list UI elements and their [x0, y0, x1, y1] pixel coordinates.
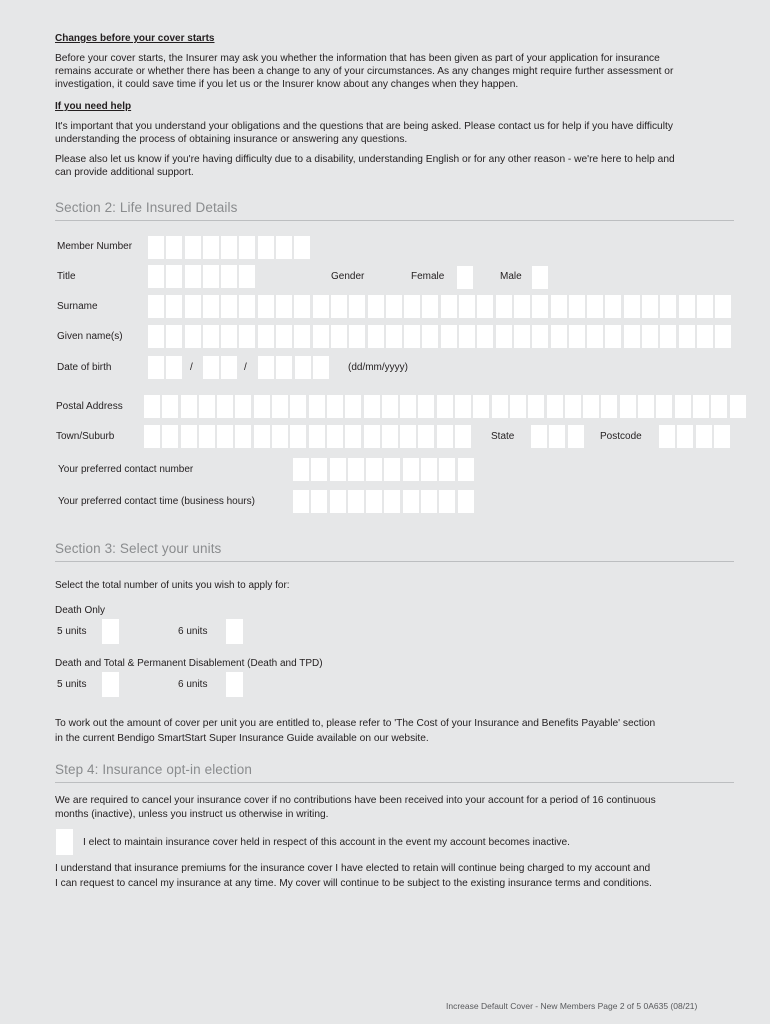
char-box[interactable]	[455, 395, 471, 418]
help-heading: If you need help	[55, 101, 132, 112]
char-box[interactable]	[327, 395, 343, 418]
char-box[interactable]	[386, 295, 402, 318]
char-box[interactable]	[605, 325, 621, 348]
char-box[interactable]	[309, 425, 325, 448]
char-box[interactable]	[421, 490, 437, 513]
dob-format: (dd/mm/yyyy)	[348, 362, 408, 373]
char-box[interactable]	[203, 325, 219, 348]
help-text-1a: It's important that you understand your obligations and the questions that are being asked. Please contact us for help if you have difficulty	[55, 121, 673, 132]
char-box[interactable]	[185, 265, 201, 288]
death-tpd-label: Death and Total & Permanent Disablement (Death and TPD)	[55, 658, 323, 669]
char-box[interactable]	[551, 295, 567, 318]
char-box[interactable]	[364, 425, 380, 448]
char-box[interactable]	[290, 395, 306, 418]
contact-time-label: Your preferred contact time (business hours)	[58, 496, 255, 507]
char-box[interactable]	[459, 295, 475, 318]
contact-time-boxes[interactable]	[293, 490, 476, 513]
female-checkbox[interactable]	[457, 266, 473, 289]
char-box[interactable]	[730, 395, 746, 418]
char-box[interactable]	[148, 295, 164, 318]
char-box[interactable]	[239, 295, 255, 318]
dob-year-boxes[interactable]	[258, 356, 331, 379]
title-boxes[interactable]	[148, 265, 258, 288]
given-names-label: Given name(s)	[57, 331, 123, 342]
char-box[interactable]	[166, 236, 182, 259]
char-box[interactable]	[327, 425, 343, 448]
death-6-units-checkbox[interactable]	[226, 619, 243, 644]
char-box[interactable]	[477, 295, 493, 318]
dob-slash-1: /	[190, 362, 193, 373]
char-box[interactable]	[217, 425, 233, 448]
surname-label: Surname	[57, 301, 98, 312]
char-box[interactable]	[437, 395, 453, 418]
char-box[interactable]	[221, 295, 237, 318]
char-box[interactable]	[547, 395, 563, 418]
char-box[interactable]	[258, 236, 274, 259]
char-box[interactable]	[185, 295, 201, 318]
char-box[interactable]	[330, 458, 346, 481]
state-boxes[interactable]	[531, 425, 586, 448]
char-box[interactable]	[656, 395, 672, 418]
char-box[interactable]	[166, 265, 182, 288]
char-box[interactable]	[311, 490, 327, 513]
char-box[interactable]	[309, 395, 325, 418]
char-box[interactable]	[587, 325, 603, 348]
changes-text-3: investigation, it could save time if you let us or the Insurer know about any changes when they happen.	[55, 79, 519, 90]
char-box[interactable]	[148, 356, 164, 379]
char-box[interactable]	[254, 395, 270, 418]
char-box[interactable]	[368, 295, 384, 318]
gender-label: Gender	[331, 271, 365, 282]
char-box[interactable]	[272, 425, 288, 448]
postal-address-boxes[interactable]	[144, 395, 748, 418]
char-box[interactable]	[531, 425, 547, 448]
changes-heading: Changes before your cover starts	[55, 33, 215, 44]
char-box[interactable]	[313, 356, 329, 379]
char-box[interactable]	[679, 325, 695, 348]
member-number-label: Member Number	[57, 241, 133, 252]
char-box[interactable]	[366, 490, 382, 513]
tpd-5-units-checkbox[interactable]	[102, 672, 119, 697]
female-label: Female	[411, 271, 445, 282]
char-box[interactable]	[368, 325, 384, 348]
char-box[interactable]	[473, 395, 489, 418]
title-label: Title	[57, 271, 76, 282]
help-text-2a: Please also let us know if you're having difficulty due to a disability, understanding English or for any other reason - we're here to help and	[55, 154, 675, 165]
char-box[interactable]	[514, 325, 530, 348]
char-box[interactable]	[697, 295, 713, 318]
town-suburb-label: Town/Suburb	[56, 431, 115, 442]
char-box[interactable]	[418, 425, 434, 448]
step4-text-1: We are required to cancel your insurance cover if no contributions have been received into your account for a period of 16 continuous	[55, 795, 656, 806]
char-box[interactable]	[492, 395, 508, 418]
char-box[interactable]	[642, 295, 658, 318]
changes-text-2: remains accurate or whether there has been a change to any of your circumstances. As any changes might require further assessment or	[55, 66, 674, 77]
char-box[interactable]	[203, 236, 219, 259]
tpd-6-units-label: 6 units	[178, 679, 208, 690]
member-number-boxes[interactable]	[148, 236, 313, 259]
units-note-2: in the current Bendigo SmartStart Super Insurance Guide available on our website.	[55, 733, 429, 744]
char-box[interactable]	[441, 295, 457, 318]
char-box[interactable]	[382, 425, 398, 448]
char-box[interactable]	[568, 425, 584, 448]
char-box[interactable]	[384, 458, 400, 481]
char-box[interactable]	[659, 425, 675, 448]
char-box[interactable]	[528, 395, 544, 418]
given-names-boxes[interactable]	[148, 325, 734, 348]
char-box[interactable]	[272, 395, 288, 418]
char-box[interactable]	[144, 395, 160, 418]
section3-rule	[55, 561, 734, 562]
char-box[interactable]	[294, 295, 310, 318]
dob-label: Date of birth	[57, 362, 112, 373]
char-box[interactable]	[348, 458, 364, 481]
char-box[interactable]	[221, 325, 237, 348]
death-6-units-label: 6 units	[178, 626, 208, 637]
char-box[interactable]	[532, 325, 548, 348]
char-box[interactable]	[185, 236, 201, 259]
units-note-1: To work out the amount of cover per unit you are entitled to, please refer to 'The Cost of your Insurance and Benefits Payable' section	[55, 718, 656, 729]
char-box[interactable]	[583, 395, 599, 418]
death-5-units-checkbox[interactable]	[102, 619, 119, 644]
postal-address-label: Postal Address	[56, 401, 123, 412]
char-box[interactable]	[258, 356, 274, 379]
char-box[interactable]	[496, 325, 512, 348]
char-box[interactable]	[620, 395, 636, 418]
char-box[interactable]	[364, 395, 380, 418]
char-box[interactable]	[181, 395, 197, 418]
char-box[interactable]	[677, 425, 693, 448]
char-box[interactable]	[422, 295, 438, 318]
char-box[interactable]	[294, 236, 310, 259]
char-box[interactable]	[199, 395, 215, 418]
char-box[interactable]	[549, 425, 565, 448]
male-checkbox[interactable]	[532, 266, 548, 289]
char-box[interactable]	[675, 395, 691, 418]
male-label: Male	[500, 271, 522, 282]
dob-slash-2: /	[244, 362, 247, 373]
postcode-label: Postcode	[600, 431, 642, 442]
char-box[interactable]	[203, 265, 219, 288]
char-box[interactable]	[569, 295, 585, 318]
char-box[interactable]	[349, 295, 365, 318]
char-box[interactable]	[439, 458, 455, 481]
char-box[interactable]	[404, 325, 420, 348]
char-box[interactable]	[441, 325, 457, 348]
dob-month-boxes[interactable]	[203, 356, 240, 379]
postcode-boxes[interactable]	[659, 425, 732, 448]
changes-text-1: Before your cover starts, the Insurer may ask you whether the information that has been given as part of your application for insurance	[55, 53, 660, 64]
dob-day-boxes[interactable]	[148, 356, 185, 379]
char-box[interactable]	[166, 325, 182, 348]
char-box[interactable]	[166, 356, 182, 379]
char-box[interactable]	[458, 458, 474, 481]
char-box[interactable]	[403, 458, 419, 481]
char-box[interactable]	[458, 490, 474, 513]
char-box[interactable]	[386, 325, 402, 348]
char-box[interactable]	[185, 325, 201, 348]
char-box[interactable]	[551, 325, 567, 348]
char-box[interactable]	[384, 490, 400, 513]
char-box[interactable]	[313, 295, 329, 318]
char-box[interactable]	[258, 325, 274, 348]
char-box[interactable]	[295, 356, 311, 379]
char-box[interactable]	[293, 490, 309, 513]
char-box[interactable]	[217, 395, 233, 418]
char-box[interactable]	[496, 295, 512, 318]
section2-rule	[55, 220, 734, 221]
char-box[interactable]	[166, 295, 182, 318]
elect-checkbox[interactable]	[56, 829, 73, 855]
char-box[interactable]	[404, 295, 420, 318]
char-box[interactable]	[605, 295, 621, 318]
char-box[interactable]	[400, 395, 416, 418]
char-box[interactable]	[162, 425, 178, 448]
tpd-5-units-label: 5 units	[57, 679, 87, 690]
town-suburb-boxes[interactable]	[144, 425, 473, 448]
understand-text-1: I understand that insurance premiums for the insurance cover I have elected to retain will continue being charged to my account and	[55, 863, 651, 874]
char-box[interactable]	[239, 325, 255, 348]
char-box[interactable]	[532, 295, 548, 318]
char-box[interactable]	[715, 295, 731, 318]
char-box[interactable]	[331, 325, 347, 348]
char-box[interactable]	[569, 325, 585, 348]
units-intro: Select the total number of units you wish to apply for:	[55, 580, 290, 591]
char-box[interactable]	[403, 490, 419, 513]
char-box[interactable]	[313, 325, 329, 348]
char-box[interactable]	[221, 236, 237, 259]
char-box[interactable]	[422, 325, 438, 348]
contact-number-boxes[interactable]	[293, 458, 476, 481]
step4-rule	[55, 782, 734, 783]
char-box[interactable]	[181, 425, 197, 448]
death-5-units-label: 5 units	[57, 626, 87, 637]
char-box[interactable]	[294, 325, 310, 348]
char-box[interactable]	[638, 395, 654, 418]
char-box[interactable]	[624, 295, 640, 318]
char-box[interactable]	[400, 425, 416, 448]
understand-text-2: I can request to cancel my insurance at any time. My cover will continue to be subject to the existing insurance terms and conditions.	[55, 878, 652, 889]
char-box[interactable]	[345, 425, 361, 448]
section3-title: Section 3: Select your units	[55, 541, 222, 556]
char-box[interactable]	[459, 325, 475, 348]
char-box[interactable]	[221, 265, 237, 288]
footer-text: Increase Default Cover - New Members Page 2 of 5 0A635 (08/21)	[446, 1001, 698, 1011]
char-box[interactable]	[510, 395, 526, 418]
help-text-2b: can provide additional support.	[55, 167, 194, 178]
char-box[interactable]	[276, 356, 292, 379]
char-box[interactable]	[199, 425, 215, 448]
char-box[interactable]	[203, 356, 219, 379]
help-text-1b: understanding the process of obtaining insurance or answering any questions.	[55, 134, 408, 145]
char-box[interactable]	[660, 325, 676, 348]
char-box[interactable]	[239, 265, 255, 288]
char-box[interactable]	[293, 458, 309, 481]
elect-text: I elect to maintain insurance cover held in respect of this account in the event my account becomes inactive.	[83, 837, 570, 848]
char-box[interactable]	[235, 395, 251, 418]
char-box[interactable]	[714, 425, 730, 448]
char-box[interactable]	[601, 395, 617, 418]
contact-number-label: Your preferred contact number	[58, 464, 194, 475]
char-box[interactable]	[421, 458, 437, 481]
char-box[interactable]	[437, 425, 453, 448]
char-box[interactable]	[439, 490, 455, 513]
char-box[interactable]	[366, 458, 382, 481]
char-box[interactable]	[203, 295, 219, 318]
char-box[interactable]	[162, 395, 178, 418]
char-box[interactable]	[148, 325, 164, 348]
char-box[interactable]	[276, 325, 292, 348]
char-box[interactable]	[514, 295, 530, 318]
char-box[interactable]	[221, 356, 237, 379]
char-box[interactable]	[679, 295, 695, 318]
char-box[interactable]	[587, 295, 603, 318]
char-box[interactable]	[144, 425, 160, 448]
char-box[interactable]	[693, 395, 709, 418]
char-box[interactable]	[418, 395, 434, 418]
char-box[interactable]	[345, 395, 361, 418]
char-box[interactable]	[148, 236, 164, 259]
char-box[interactable]	[254, 425, 270, 448]
char-box[interactable]	[258, 295, 274, 318]
death-only-label: Death Only	[55, 605, 106, 616]
char-box[interactable]	[697, 325, 713, 348]
tpd-6-units-checkbox[interactable]	[226, 672, 243, 697]
char-box[interactable]	[276, 295, 292, 318]
state-label: State	[491, 431, 515, 442]
char-box[interactable]	[290, 425, 306, 448]
char-box[interactable]	[624, 325, 640, 348]
char-box[interactable]	[349, 325, 365, 348]
char-box[interactable]	[696, 425, 712, 448]
char-box[interactable]	[711, 395, 727, 418]
section2-title: Section 2: Life Insured Details	[55, 200, 238, 215]
char-box[interactable]	[715, 325, 731, 348]
char-box[interactable]	[235, 425, 251, 448]
char-box[interactable]	[455, 425, 471, 448]
char-box[interactable]	[330, 490, 346, 513]
char-box[interactable]	[477, 325, 493, 348]
char-box[interactable]	[276, 236, 292, 259]
step4-title: Step 4: Insurance opt-in election	[55, 762, 252, 777]
char-box[interactable]	[148, 265, 164, 288]
char-box[interactable]	[331, 295, 347, 318]
step4-text-2: months (inactive), unless you instruct us otherwise in writing.	[55, 809, 329, 820]
char-box[interactable]	[382, 395, 398, 418]
char-box[interactable]	[642, 325, 658, 348]
char-box[interactable]	[348, 490, 364, 513]
surname-boxes[interactable]	[148, 295, 734, 318]
char-box[interactable]	[565, 395, 581, 418]
char-box[interactable]	[660, 295, 676, 318]
char-box[interactable]	[311, 458, 327, 481]
char-box[interactable]	[239, 236, 255, 259]
